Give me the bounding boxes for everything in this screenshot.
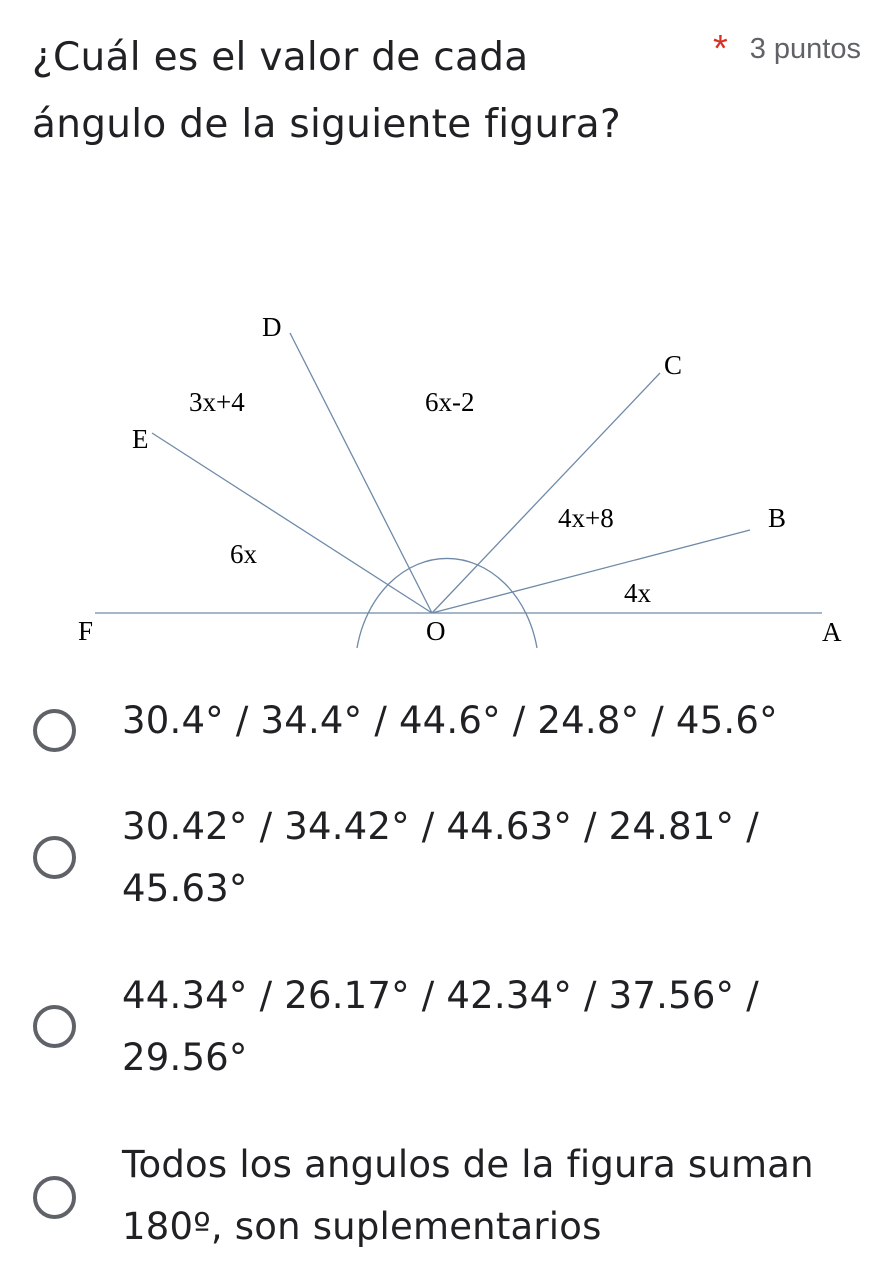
point-o-label: O xyxy=(426,616,446,646)
ray-oe xyxy=(152,433,432,613)
points-label: 3 puntos xyxy=(749,32,861,65)
answer-option-2[interactable] xyxy=(0,796,885,926)
option-2-label: 30.42° / 34.42° / 44.63° / 24.81° / 45.63° xyxy=(122,805,759,910)
angle-eof-label: 6x xyxy=(230,539,257,569)
radio-button-3[interactable] xyxy=(33,1005,76,1048)
angle-doe-label: 3x+4 xyxy=(189,387,245,417)
points-indicator xyxy=(713,30,861,68)
point-e-label: E xyxy=(132,424,149,454)
point-a-label: A xyxy=(822,617,842,647)
radio-button-2[interactable] xyxy=(33,836,76,879)
answer-option-1[interactable] xyxy=(0,690,885,770)
figure-lines xyxy=(95,333,822,648)
ray-od xyxy=(290,333,432,613)
option-1-label: 30.4° / 34.4° / 44.6° / 24.8° / 45.6° xyxy=(122,699,778,742)
angle-cod-label: 6x-2 xyxy=(425,387,475,417)
point-d-label: D xyxy=(262,312,282,342)
geometry-figure xyxy=(0,300,885,655)
question-title: ¿Cuál es el valor de cada ángulo de la siguiente figura? xyxy=(32,35,621,147)
radio-button-1[interactable] xyxy=(33,709,76,752)
option-3-label: 44.34° / 26.17° / 42.34° / 37.56° / 29.56° xyxy=(122,974,759,1079)
option-4-label: Todos los angulos de la figura suman 180º, son suplementarios xyxy=(122,1143,814,1248)
point-c-label: C xyxy=(664,350,683,380)
answer-option-3[interactable] xyxy=(0,965,885,1095)
radio-button-4[interactable] xyxy=(33,1176,76,1219)
angle-boc-label: 4x+8 xyxy=(558,503,614,533)
required-star: * xyxy=(712,28,728,70)
angle-arc xyxy=(357,558,537,648)
ray-ob xyxy=(432,530,750,613)
point-f-label: F xyxy=(78,616,94,646)
angle-aob-label: 4x xyxy=(624,578,651,608)
point-b-label: B xyxy=(768,503,787,533)
answer-option-4[interactable] xyxy=(0,1134,885,1264)
